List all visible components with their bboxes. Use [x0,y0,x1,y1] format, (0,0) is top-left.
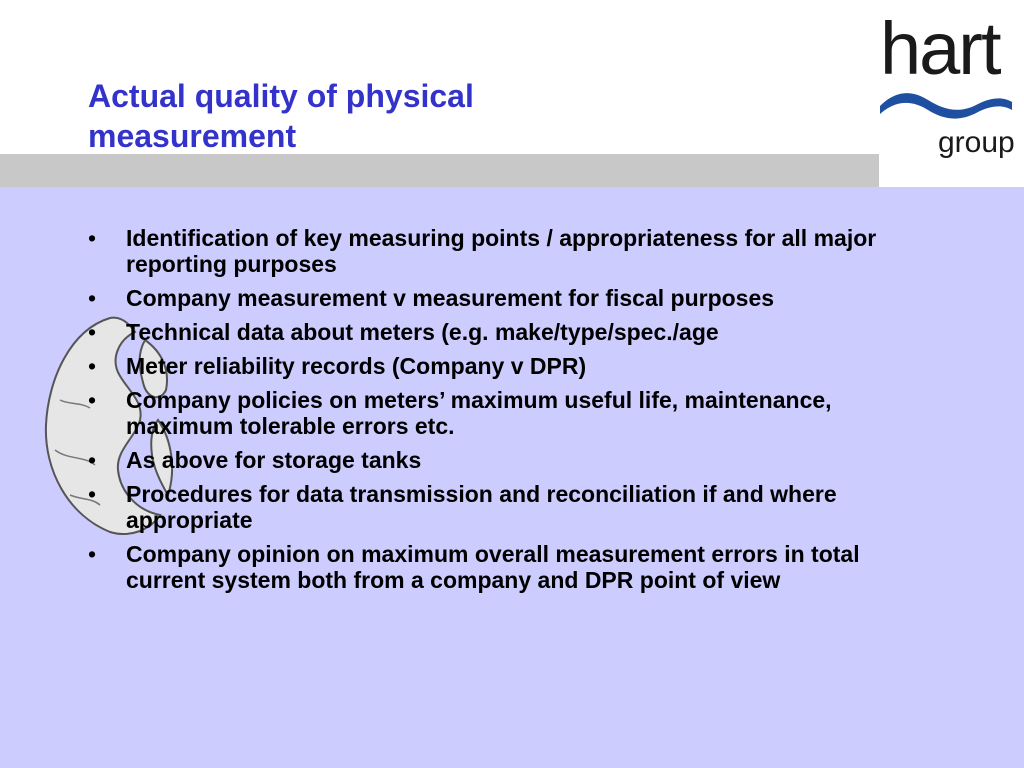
bullet-icon: • [88,319,97,345]
bullet-icon: • [88,353,97,379]
bullet-icon: • [88,481,97,507]
bullet-icon: • [88,285,97,311]
list-item [88,481,938,533]
list-item [88,541,938,593]
page-title: Actual quality of physical measurement [88,78,474,154]
bullet-icon: • [88,541,97,567]
list-item [88,447,938,473]
list-item [88,225,938,277]
bullet-text: Technical data about meters (e.g. make/type/spec./age [126,319,719,345]
hart-group-logo [878,8,1016,168]
bullet-text: Meter reliability records (Company v DPR) [126,353,587,379]
list-item [88,387,938,439]
bullet-list [88,225,938,601]
list-item [88,319,938,345]
logo-wordmark-hart: hart [880,7,1000,90]
bullet-icon: • [88,387,97,413]
bullet-text: Company measurement v measurement for fiscal purposes [126,285,775,311]
title-underline-band [0,154,879,187]
bullet-text: Company policies on meters’ maximum useful life, maintenance, maximum tolerable errors etc. [126,387,832,439]
logo-wordmark-group: group [938,126,1015,159]
bullet-text: Company opinion on maximum overall measurement errors in total current system both from a company and DPR point of view [126,541,860,593]
bullet-text: Identification of key measuring points / appropriateness for all major reporting purposes [126,225,877,277]
list-item [88,353,938,379]
list-item [88,285,938,311]
bullet-icon: • [88,225,97,251]
bullet-text: Procedures for data transmission and reconciliation if and where appropriate [126,481,837,533]
bullet-icon: • [88,447,97,473]
bullet-text: As above for storage tanks [126,447,422,473]
wave-icon [878,88,1014,124]
